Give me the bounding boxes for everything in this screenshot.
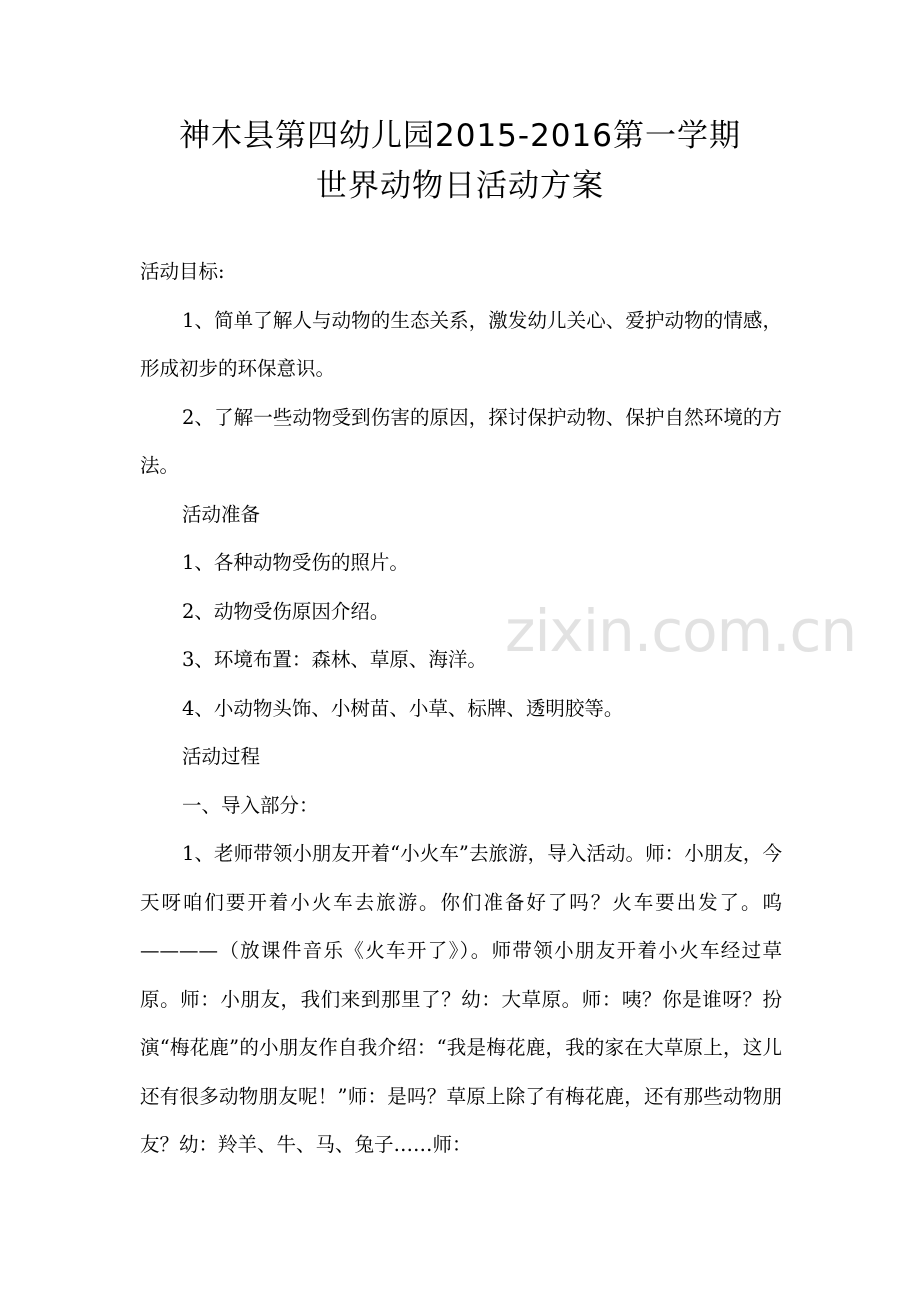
goal-item-2: 2、了解一些动物受到伤害的原因，探讨保护动物、保护自然环境的方法。 — [140, 405, 782, 477]
section-heading-preparation: 活动准备 — [182, 502, 261, 526]
section-heading-process: 活动过程 — [182, 745, 261, 768]
document-body — [140, 248, 782, 1170]
preparation-item-1: 1、各种动物受伤的照片。 — [182, 551, 409, 574]
preparation-item-2: 2、动物受伤原因介绍。 — [182, 599, 390, 623]
document-title-line-2: 世界动物日活动方案 — [316, 168, 604, 204]
preparation-item-3: 3、环境布置：森林、草原、海洋。 — [182, 648, 487, 671]
goal-item-1: 1、简单了解人与动物的生态关系，激发幼儿关心、爱护动物的情感，形成初步的环保意识。 — [140, 308, 782, 380]
watermark-text: zixin.com.cn — [505, 597, 857, 665]
document-title-line-1: 神木县第四幼儿园2015-2016第一学期 — [179, 118, 741, 154]
process-step-1: 1、老师带领小朋友开着“小火车”去旅游，导入活动。师：小朋友，今天呀咱们要开着小火车去旅游。你们准备好了吗？火车要出发了。呜————（放课件音乐《火车开了》）。师带领小朋友开着小火车经过草原。师：小朋友，我们来到那里了？幼：大草原。师：咦？你是谁呀？扮演“梅花鹿”的小朋友作自我介绍：“我是梅花鹿，我的家在大草原上，这儿还有很多动物朋友呢！”师：是吗？草原上除了有梅花鹿，还有那些动物朋友？幼：羚羊、牛、马、兔子……师： — [140, 842, 782, 1156]
process-part-heading: 一、导入部分： — [182, 793, 319, 817]
section-heading-goals: 活动目标: — [140, 260, 225, 283]
preparation-item-4: 4、小动物头饰、小树苗、小草、标牌、透明胶等。 — [182, 696, 624, 720]
